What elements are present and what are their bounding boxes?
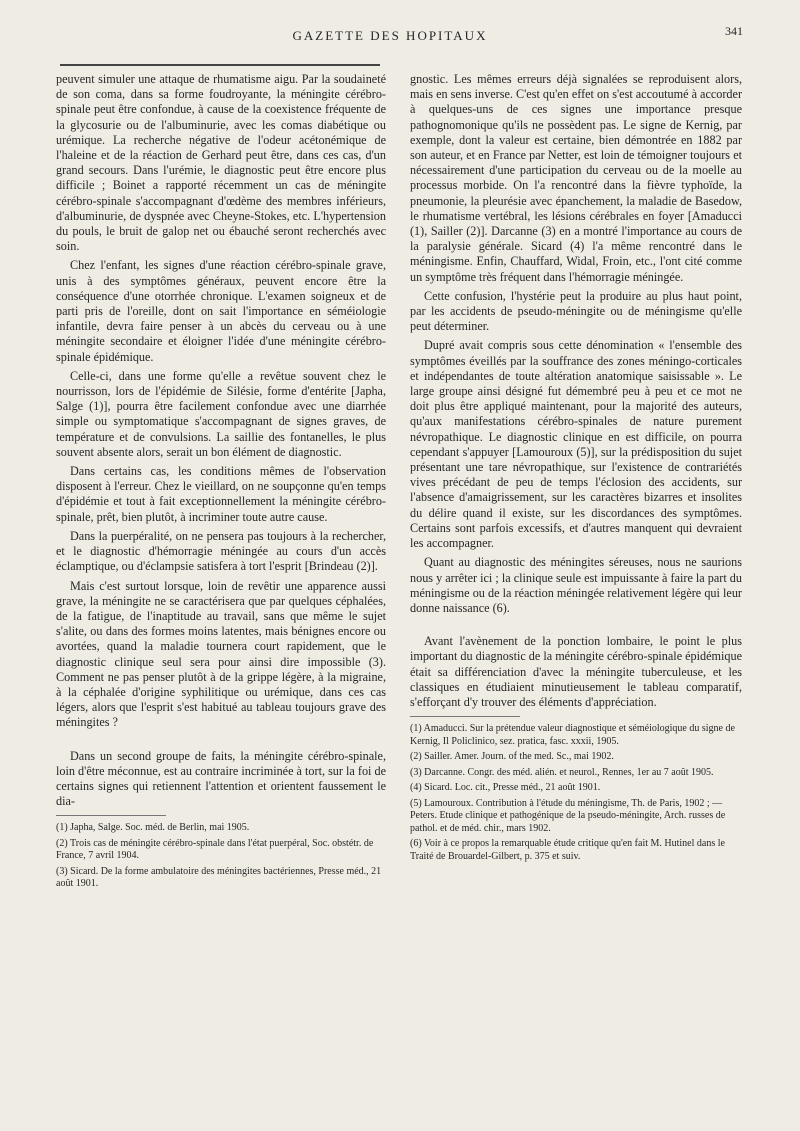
- footnotes: [410, 723, 742, 863]
- paragraph: Celle-ci, dans une forme qu'elle a revêtue souvent chez le nourrisson, lors de l'épidémie de Silésie, forme d'entérite [Japha, Salge (1)], pourra être facilement confondue avec une diarrhée simple ou symptomatique s'accompagnant de signes graves, de température et de convulsions. La saillie des fontanelles, le plus souvent absente alors, serait un bon élément de diagnostic.: [56, 368, 386, 459]
- right-column: [410, 72, 742, 866]
- footnote-separator: [56, 815, 166, 816]
- footnote-separator: [410, 716, 520, 717]
- left-column: [56, 72, 386, 894]
- footnote: (5) Lamouroux. Contribution à l'étude du méningisme, Th. de Paris, 1902 ; — Peters. Etude clinique et pathogénique de la pseudo-méningite, Arch. russes de pathol. et de méd. chir., mars 1902.: [410, 797, 726, 834]
- footnotes: [56, 822, 386, 891]
- paragraph: Dans un second groupe de faits, la méningite cérébro-spinale, loin d'être méconnue, est au contraire incriminée à tort, sur la foi de certains signes qui retiennent l'attention et orientent faussement le dia-: [56, 748, 386, 809]
- paragraph: Cette confusion, l'hystérie peut la produire au plus haut point, par les accidents de pseudo-méningite ou de méningisme qu'elle peut déterminer.: [410, 288, 742, 334]
- running-header: GAZETTE DES HOPITAUX: [292, 28, 488, 43]
- paragraph: Dans certains cas, les conditions mêmes de l'observation disposent à l'erreur. Chez le vieillard, on ne soupçonne qu'en temps d'épidémie et tout à fait exceptionnellement la méningite cérébro-spinale, prêt, bien plutôt, à incriminer toute autre cause.: [56, 464, 386, 524]
- paragraph: Dupré avait compris sous cette dénomination « l'ensemble des symptômes éveillés par la souffrance des zones méningo-corticales et indépendantes de toute altération anatomique saisissable ». Le large groupe ainsi désigné fut démembré peu à peu et ce mot ne doit plus être appliqué maintenant, pour la majorité des auteurs, qu'aux manifestations cérébro-spinales de nature purement névropathique. Le diagnostic clinique en est difficile, on pourra cependant s'appuyer [Lamouroux (5)], sur la prédisposition du sujet présentant une tare névropathique, sur l'existence de contrariétés vives précédant de peu de temps l'éclosion des accidents, sur l'absence d'amaigrissement, sur les caractères bizarres et insolites du délire quand il existe, sur les discordances des symptômes. Certains sont parfois excessifs, et d'autres manquent qui devraient les accompagner.: [410, 338, 742, 551]
- paragraph: gnostic. Les mêmes erreurs déjà signalées se reproduisent alors, mais en sens inverse. C'est qu'en effet on s'est accoutumé à accorder à quelques-uns de ces signes une importance presque pathognomonique qu'ils ne possèdent pas. Le signe de Kernig, par exemple, dont la valeur est certaine, bien démontrée en 1882 par son auteur, et en France par Netter, est loin de témoigner toujours et nécessairement d'une participation du cerveau ou de la moelle au processus morbide. On l'a rencontré dans la fièvre typhoïde, la pneumonie, la pleurésie avec épanchement, la maladie de Basedow, le rhumatisme vertébral, les lésions cérébrales en foyer [Amaducci (1), Sailler (2)]. Darcanne (3) en a montré l'importance au cours de la paralysie générale. Sicard (4) l'a même rencontré dans le méningisme. Enfin, Chauffard, Widal, Froin, etc., l'ont cité comme un symptôme très fréquent dans l'hémorragie méningée.: [410, 72, 742, 284]
- footnote: (6) Voir à ce propos la remarquable étude critique qu'en fait M. Hutinel dans le Traité de Brouardel-Gilbert, p. 375 et suiv.: [410, 838, 725, 862]
- footnote: (1) Japha, Salge. Soc. méd. de Berlin, mai 1905.: [56, 822, 250, 834]
- footnote: (3) Sicard. De la forme ambulatoire des méningites bactériennes, Presse méd., 21 août 1901.: [56, 865, 382, 890]
- footnote: (2) Sailler. Amer. Journ. of the med. Sc., mai 1902.: [410, 751, 614, 763]
- paragraph: Avant l'avènement de la ponction lombaire, le point le plus important du diagnostic de la méningite cérébro-spinale épidémique était sa différenciation d'avec la méningite tuberculeuse, et les classiques en étudiaient minutieusement le tableau comparatif, s'efforçant d'y trouver des éléments d'appréciation.: [410, 634, 743, 709]
- paragraph: Chez l'enfant, les signes d'une réaction cérébro-spinale grave, unis à des symptômes généraux, peuvent encore être la conséquence d'une otorrhée chronique. L'examen soigneux et de parti pris de l'oreille, dont on sait l'importance en séméiologie infantile, devra faire penser à un abcès du cerveau ou à une méningite secondaire et éloigner l'idée d'une méningite cérébro-spinale épidémique.: [56, 258, 386, 364]
- footnote: (4) Sicard. Loc. cit., Presse méd., 21 août 1901.: [410, 782, 601, 794]
- paragraph: Quant au diagnostic des méningites séreuses, nous ne saurions nous y arrêter ici ; la clinique seule est impuissante à faire la part du méningisme ou de la réaction méningée relativement légère qui leur donne naissance (6).: [410, 555, 742, 615]
- paragraph: Mais c'est surtout lorsque, loin de revêtir une apparence aussi grave, la méningite ne se caractérisera que par quelques céphalées, de la fatigue, de l'inaptitude au travail, sans que même le sujet s'alite, ou dans des formes moins latentes, mais bénignes encore ou avortées, quand la maladie tournera court rapidement, que le diagnostic clinique seul sera pour ainsi dire impossible (3). Comment ne pas penser plutôt à de la grippe légère, à la migraine, à la céphalée d'origine syphilitique ou urémique, dans ces cas légers, alors que l'esprit s'est habitué au tableau toujours grave des méningites ?: [56, 578, 386, 730]
- footnote: (1) Amaducci. Sur la prétendue valeur diagnostique et séméiologique du signe de Kernig, Il Policlinico, sez. pratica, fasc. xxxii, 1905.: [410, 723, 735, 747]
- footnote: (3) Darcanne. Congr. des méd. alién. et neurol., Rennes, 1er au 7 août 1905.: [410, 766, 714, 778]
- section-gap: [410, 620, 742, 634]
- page-number: 341: [725, 24, 743, 38]
- footnote: (2) Trois cas de méningite cérébro-spinale dans l'état puerpéral, Soc. obstétr. de France, 7 avril 1904.: [56, 837, 374, 862]
- paragraph: peuvent simuler une attaque de rhumatisme aigu. Par la soudaineté de son coma, dans sa forme foudroyante, la méningite cérébro-spinale peut être confondue, à cause de la coexistence fréquente de la glycosurie ou de l'albuminurie, avec les comas diabétique ou urémique. La recherche négative de l'odeur acétonémique de l'haleine et de la réaction de Gerhard peut être, dans ces cas, d'un grand secours. Dans l'urémie, le diagnostic peut être encore plus difficile ; Boinet a rapporté récemment un cas de méningite cérébro-spinale s'accompagnant d'œdème des membres inférieurs, d'albuminurie, de dyspnée avec Cheyne-Stokes, etc. L'hypertension du pouls, le bruit de galop net ou ébauché seront recherchés avec soin.: [56, 72, 386, 254]
- section-gap: [56, 735, 386, 749]
- header-rule: [60, 64, 380, 66]
- paragraph: Dans la puerpéralité, on ne pensera pas toujours à la rechercher, et le diagnostic d'hémorragie méningée au cours d'un accès éclamptique, ou d'éclampsie satisfera à tort l'esprit [Brindeau (2)].: [56, 528, 386, 574]
